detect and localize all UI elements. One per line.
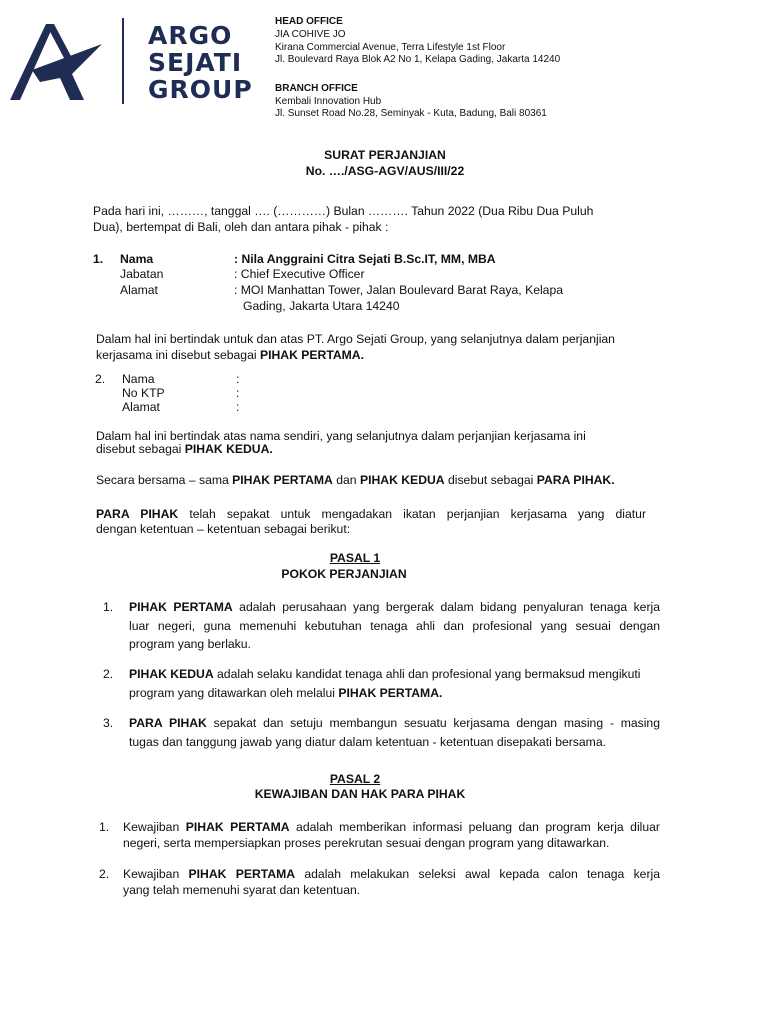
party2-desc-prefix: disebut sebagai [96, 442, 185, 456]
head-office-line3: Jl. Boulevard Raya Blok A2 No 1, Kelapa Gading, Jakarta 14240 [275, 54, 561, 65]
pasal2-subheading: KEWAJIBAN DAN HAK PARA PIHAK [254, 787, 466, 801]
party1-desc-bold: PIHAK PERTAMA. [259, 348, 364, 362]
branch-office-line2: Jl. Sunset Road No.28, Seminyak - Kuta, Badung, Bali 80361 [275, 108, 547, 119]
party1-alamat-value-line2: Gading, Jakarta Utara 14240 [243, 299, 400, 313]
pasal1-item3-number: 3. [103, 716, 114, 730]
branch-office-line1: Kembali Innovation Hub [275, 96, 382, 107]
head-office-title: HEAD OFFICE [275, 16, 343, 27]
document-number: No. …./ASG-AGV/AUS/III/22 [305, 164, 465, 178]
pasal1-heading: PASAL 1 [329, 551, 381, 565]
pasal1-item2-line1 [129, 667, 641, 682]
document-title: SURAT PERJANJIAN [324, 148, 446, 162]
party1-alamat-value-line1: : MOI Manhattan Tower, Jalan Boulevard Barat Raya, Kelapa [234, 283, 564, 297]
party2-desc-line2 [96, 442, 273, 457]
pasal1-item3-bold: PARA PIHAK [129, 716, 207, 730]
together-bold1: PIHAK PERTAMA [232, 473, 333, 487]
pasal1-item2-line2-bold: PIHAK PERTAMA. [338, 686, 443, 700]
together-text3: disebut sebagai [444, 473, 537, 487]
pasal1-item1-bold: PIHAK PERTAMA [129, 600, 233, 614]
pasal2-item2-line2: yang telah memenuhi syarat dan ketentuan. [123, 883, 361, 897]
party2-desc-line1: Dalam hal ini bertindak atas nama sendiri, yang selanjutnya dalam perjanjian kerjasama ini [96, 429, 586, 443]
pasal2-item2-bold: PIHAK PERTAMA [188, 867, 296, 881]
pasal2-item2-prefix: Kewajiban [123, 867, 189, 881]
pasal1-item2-bold: PIHAK KEDUA [129, 667, 214, 681]
head-office-line1: JIA COHIVE JO [275, 29, 346, 40]
pasal2-item2-text: adalah melakukan seleksi awal kepada calon tenaga kerja [304, 867, 661, 881]
party2-alamat-colon: : [236, 400, 240, 414]
pasal1-item3-line1 [129, 716, 660, 731]
together-bold3: PARA PIHAK. [536, 473, 615, 487]
agreement-line1-text: telah sepakat untuk mengadakan ikatan perjanjian kerjasama yang diatur [189, 507, 647, 521]
party1-desc-prefix: kerjasama ini disebut sebagai [96, 348, 260, 362]
pasal1-item2-text: adalah selaku kandidat tenaga ahli dan profesional yang bermaksud mengikuti [217, 667, 641, 681]
pasal2-item1-prefix: Kewajiban [123, 820, 186, 834]
pasal1-item2-line2 [129, 686, 442, 701]
party2-ktp-label: No KTP [122, 386, 165, 400]
head-office-line2: Kirana Commercial Avenue, Terra Lifestyle 1st Floor [275, 42, 506, 53]
argo-sejati-logo-icon [10, 22, 110, 102]
pasal1-item1-line1 [129, 600, 660, 615]
pasal2-item1-line2: negeri, serta mempersiapkan proses perekrutan sesuai dengan program yang ditawarkan. [123, 836, 610, 850]
pasal2-item1-text: adalah memberikan informasi peluang dan program kerja diluar [296, 820, 660, 834]
party1-number: 1. [93, 252, 104, 266]
pasal1-item1-number: 1. [103, 600, 114, 614]
pasal2-heading: PASAL 2 [329, 772, 381, 786]
pasal1-item3-line2: tugas dan tanggung jawab yang diatur dalam ketentuan - ketentuan disepakati bersama. [129, 735, 606, 749]
pasal1-item3-text: sepakat dan setuju membangun sesuatu kerjasama dengan masing - masing [213, 716, 660, 730]
brand-name-line3: GROUP [148, 75, 253, 104]
pasal2-item1-line1 [123, 820, 660, 835]
pasal2-item1-number: 1. [99, 820, 110, 834]
opening-line1: Pada hari ini, ………, tanggal …. (…………) Bulan ………. Tahun 2022 (Dua Ribu Dua Puluh [93, 204, 594, 218]
agreement-line1 [96, 507, 646, 522]
party2-nama-colon: : [236, 372, 240, 386]
party1-nama-value: : Nila Anggraini Citra Sejati B.Sc.IT, MM, MBA [234, 252, 496, 266]
brand-name-line2: SEJATI [148, 48, 243, 77]
pasal1-item1-text: adalah perusahaan yang bergerak dalam bidang penyaluran tenaga kerja [239, 600, 660, 614]
logo-divider [122, 18, 124, 104]
pasal1-item2-number: 2. [103, 667, 114, 681]
branch-office-title: BRANCH OFFICE [275, 83, 358, 94]
agreement-line2: dengan ketentuan – ketentuan sebagai berikut: [96, 522, 351, 536]
together-text2: dan [332, 473, 360, 487]
party2-nama-label: Nama [122, 372, 155, 386]
pasal1-item1-line2: luar negeri, guna memenuhi kebutuhan tenaga ahli dan profesional yang sesuai dengan [129, 619, 660, 633]
together-bold2: PIHAK KEDUA [359, 473, 445, 487]
party2-ktp-colon: : [236, 386, 240, 400]
pasal2-item1-bold: PIHAK PERTAMA [185, 820, 290, 834]
brand-name-line1: ARGO [148, 21, 233, 50]
together-paragraph [96, 473, 615, 488]
party2-alamat-label: Alamat [122, 400, 160, 414]
pasal2-item2-line1 [123, 867, 660, 882]
party1-jabatan-label: Jabatan [120, 267, 164, 281]
pasal1-item2-line2-text: program yang ditawarkan oleh melalui [129, 686, 339, 700]
party1-desc-line2 [96, 348, 364, 363]
pasal2-item2-number: 2. [99, 867, 110, 881]
party2-number: 2. [95, 372, 106, 386]
pasal1-subheading: POKOK PERJANJIAN [281, 567, 407, 581]
pasal1-item1-line3: program yang berlaku. [129, 637, 251, 651]
party2-desc-bold: PIHAK KEDUA. [184, 442, 273, 456]
party1-jabatan-value: : Chief Executive Officer [234, 267, 365, 281]
together-text1: Secara bersama – sama [96, 473, 233, 487]
agreement-bold: PARA PIHAK [96, 507, 179, 521]
opening-line2: Dua), bertempat di Bali, oleh dan antara pihak - pihak : [93, 220, 389, 234]
party1-nama-label: Nama [120, 252, 154, 266]
party1-desc-line1: Dalam hal ini bertindak untuk dan atas PT. Argo Sejati Group, yang selanjutnya dalam perjanjian [96, 332, 615, 346]
party1-alamat-label: Alamat [120, 283, 158, 297]
